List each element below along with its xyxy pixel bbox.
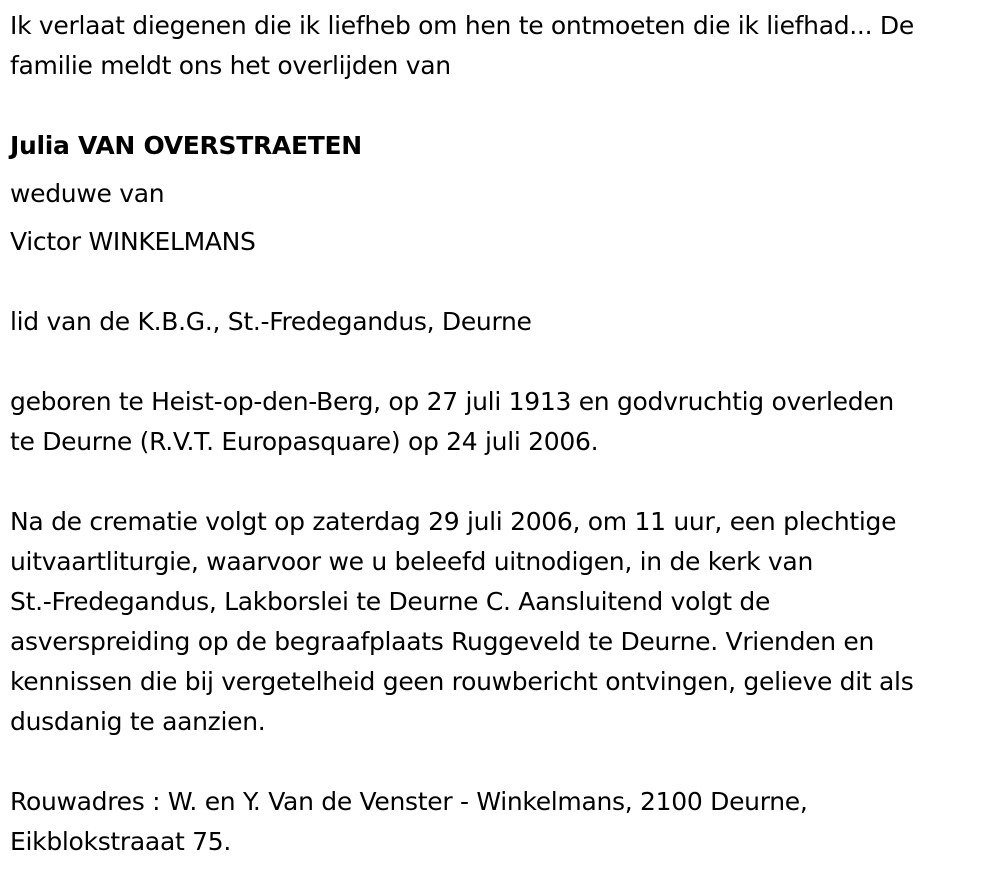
ceremony-line-6: dusdanig te aanzien. [10,707,266,736]
address-line-1: Rouwadres : W. en Y. Van de Venster - Winkelmans, 2100 Deurne, [10,787,808,816]
spouse-name: Victor WINKELMANS [10,227,256,256]
birth-death-line-2: te Deurne (R.V.T. Europasquare) op 24 juli 2006. [10,427,599,456]
address-line-2: Eikblokstraaat 75. [10,827,231,856]
ceremony-line-5: kennissen die bij vergetelheid geen rouwbericht ontvingen, gelieve dit als [10,667,914,696]
membership: lid van de K.B.G., St.-Fredegandus, Deurne [10,307,532,336]
ceremony-line-2: uitvaartliturgie, waarvoor we u beleefd uitnodigen, in de kerk van [10,547,813,576]
birth-death-line-1: geboren te Heist-op-den-Berg, op 27 juli 1913 en godvruchtig overleden [10,387,894,416]
ceremony-line-3: St.-Fredegandus, Lakborslei te Deurne C. Aansluitend volgt de [10,587,771,616]
ceremony-line-1: Na de crematie volgt op zaterdag 29 juli 2006, om 11 uur, een plechtige [10,507,897,536]
ceremony-line-4: asverspreiding op de begraafplaats Ruggeveld te Deurne. Vrienden en [10,627,875,656]
deceased-name: Julia VAN OVERSTRAETEN [10,131,362,160]
intro-line-2: familie meldt ons het overlijden van [10,51,451,80]
intro-line-1: Ik verlaat diegenen die ik liefheb om hen te ontmoeten die ik liefhad... De [10,11,914,40]
deceased-relation: weduwe van [10,179,165,208]
